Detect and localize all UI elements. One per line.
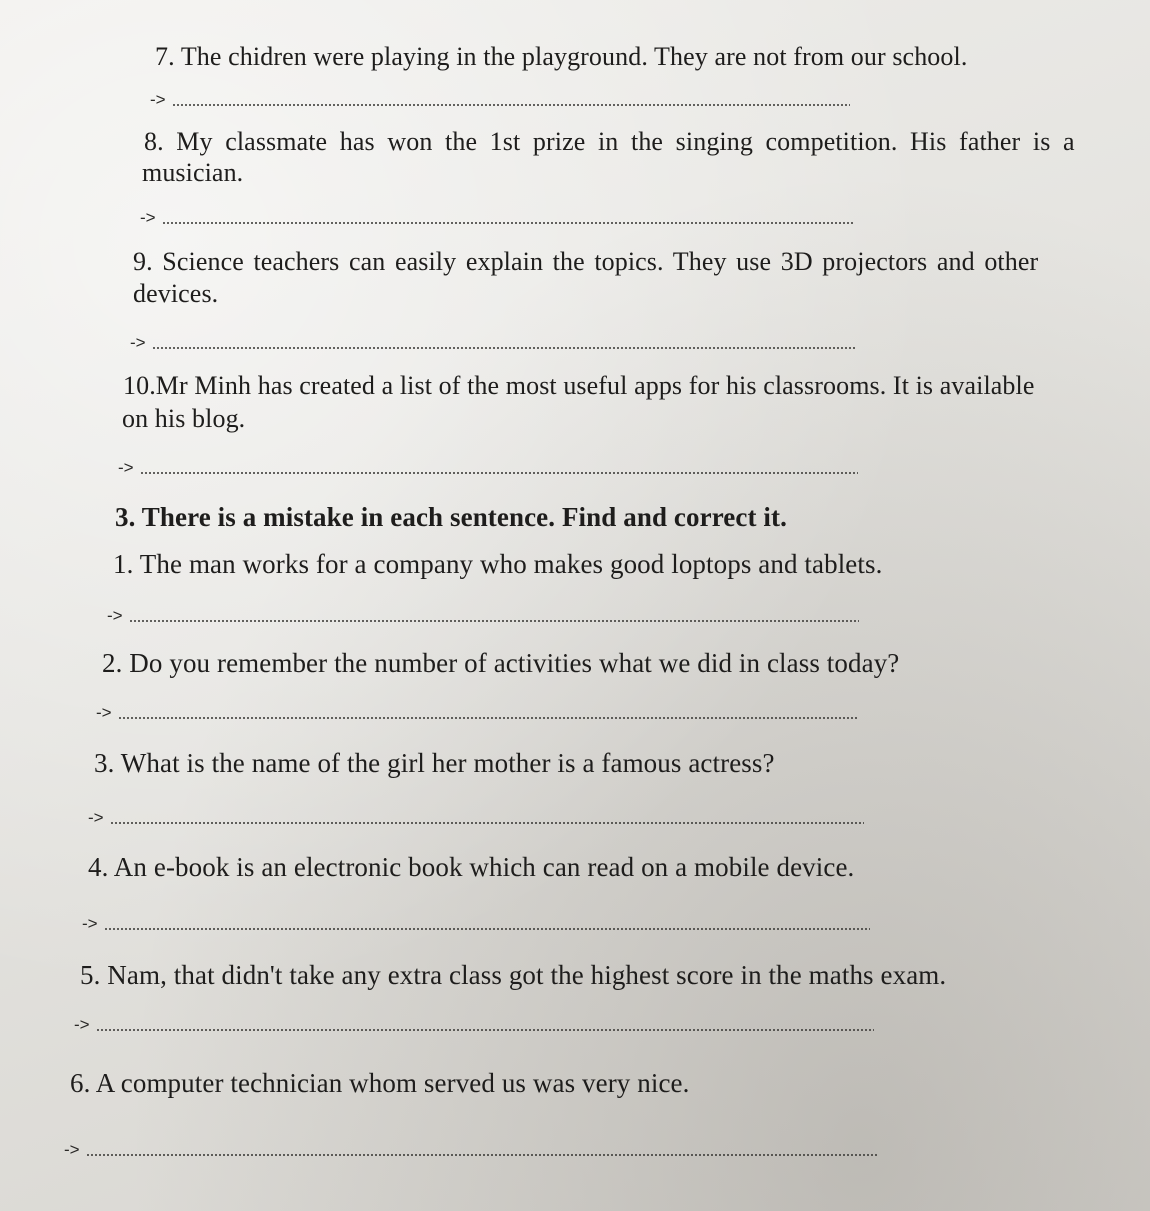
question-9-text: 9. Science teachers can easily explain the topics. They use 3D projectors and other [133,247,1039,276]
question-9-text-cont: devices. [133,279,219,308]
mistake-question-2-answer-line [96,703,858,721]
answer-arrow: -> [74,1015,90,1034]
question-8-text: 8. My classmate has won the 1st prize in the singing competition. His father is a [144,127,1075,156]
answer-arrow: -> [118,458,134,477]
question-10-text-cont: on his blog. [122,404,246,433]
question-10-text: 10.Mr Minh has created a list of the most useful apps for his classrooms. It is available [123,371,1035,400]
mistake-question-1-text: 1. The man works for a company who makes good loptops and tablets. [113,549,883,579]
mistake-question-2-text: 2. Do you remember the number of activities what we did in class today? [102,648,900,678]
dotted-line [86,1154,879,1156]
mistake-question-4-answer-line [82,914,870,932]
mistake-question-5-text: 5. Nam, that didn't take any extra class got the highest score in the maths exam. [80,960,947,990]
answer-arrow: -> [88,808,104,827]
answer-arrow: -> [150,90,166,109]
dotted-line [162,222,855,224]
mistake-question-3-answer-line [88,808,864,826]
question-9-answer-line [130,333,857,351]
question-8-answer-line [140,208,855,226]
question-8-text-cont: musician. [142,158,244,187]
dotted-line [118,717,858,719]
dotted-line [104,928,870,930]
mistake-question-3-text: 3. What is the name of the girl her mother is a famous actress? [94,748,775,778]
question-7-answer-line [150,90,850,108]
answer-arrow: -> [96,703,112,722]
question-7-text: 7. The chidren were playing in the playground. They are not from our school. [155,42,968,71]
answer-arrow: -> [107,606,123,625]
question-10-answer-line [118,458,858,476]
dotted-line [96,1029,874,1031]
mistake-question-6-text: 6. A computer technician whom served us was very nice. [70,1068,690,1098]
mistake-question-4-text: 4. An e-book is an electronic book which can read on a mobile device. [88,852,855,882]
section-3-heading: 3. There is a mistake in each sentence. Find and correct it. [115,502,787,532]
answer-arrow: -> [64,1140,80,1159]
mistake-question-5-answer-line [74,1015,874,1033]
mistake-question-6-answer-line [64,1140,879,1158]
answer-arrow: -> [140,208,156,227]
dotted-line [152,347,857,349]
dotted-line [110,822,864,824]
dotted-line [140,472,858,474]
answer-arrow: -> [130,333,146,352]
dotted-line [129,620,859,622]
dotted-line [172,104,850,106]
answer-arrow: -> [82,914,98,933]
mistake-question-1-answer-line [107,606,859,624]
